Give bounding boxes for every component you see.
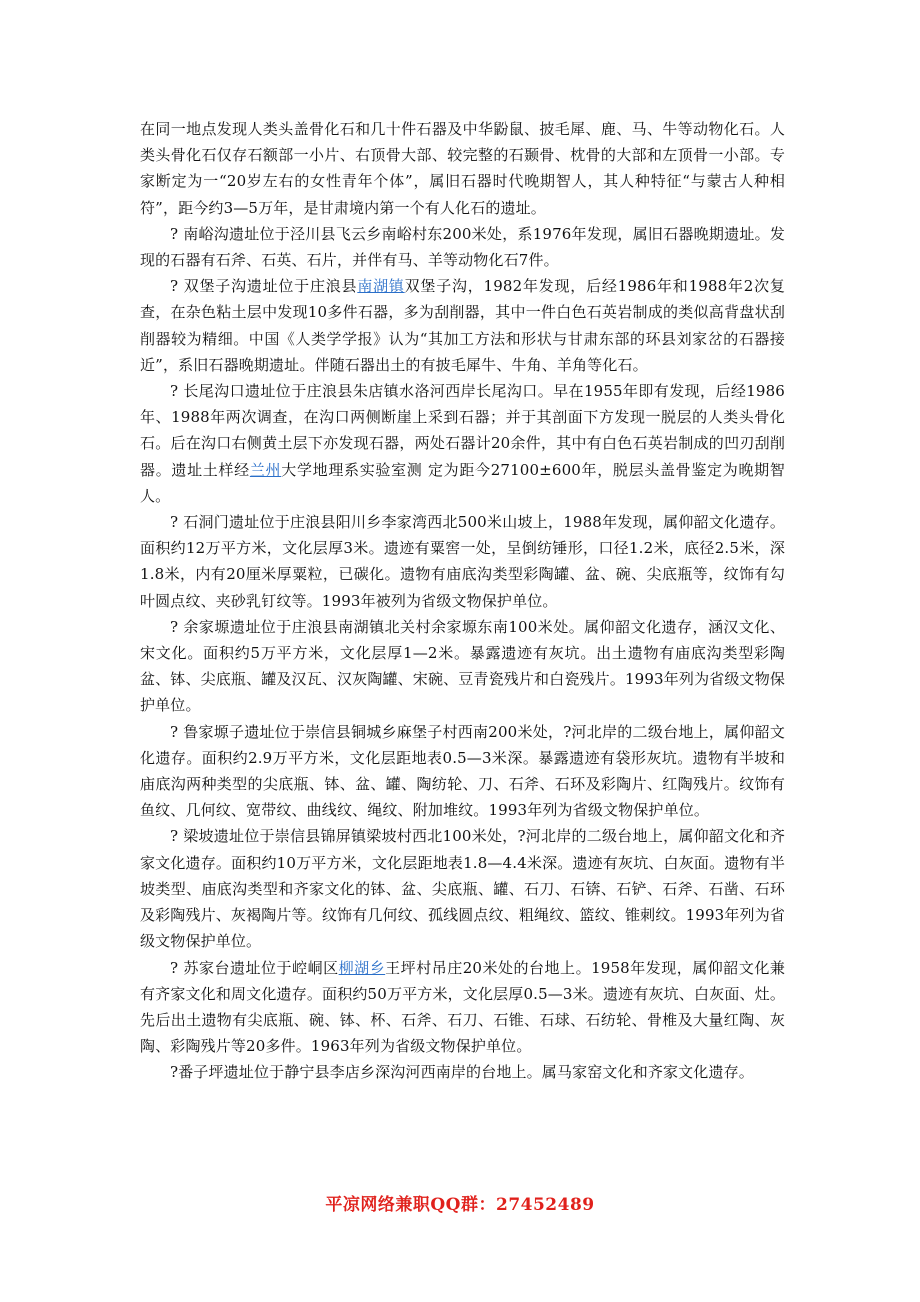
paragraph-7 — [140, 823, 785, 954]
place-link[interactable]: 南湖镇 — [357, 277, 405, 296]
paragraph-text: ? 苏家台遗址位于崆峒区 — [170, 958, 339, 977]
paragraph-text: ? 石洞门遗址位于庄浪县阳川乡李家湾西北500米山坡上，1988年发现，属仰韶文化遗存。面积约12万平方米，文化层厚3米。遗迹有粟窖一处，呈倒纺锤形，口径1.2米，底径2.5米，深1.8米，内有20厘米厚粟粒，已碳化。遗物有庙底沟类型彩陶罐、盆、碗、尖底瓶等，纹饰有勾叶圆点纹、夹砂乳钉纹等。1993年被列为省级文物保护单位。 — [140, 513, 785, 610]
footer-qq-group: 平凉网络兼职QQ群：27452489 — [325, 1195, 595, 1215]
paragraph-text: 王坪村吊庄20米处的台地上。1958年发现，属仰韶文化兼有齐家文化和周文化遗存。面积约50万平方米，文化层厚0.5—3米。遗迹有灰坑、白灰面、灶。先后出土遗物有尖底瓶、碗、钵、杯、石斧、石刀、石锥、石球、石纺轮、骨椎及大量红陶、灰陶、彩陶残片等20多件。1963年列为省级文物保护单位。 — [140, 958, 785, 1056]
paragraph-6 — [140, 719, 785, 824]
place-link[interactable]: 柳湖乡 — [338, 958, 386, 977]
paragraph-text: 双堡子沟，1982年发现，后经1986年和1988年2次复查，在杂色粘土层中发现10多件石器，多为刮削器，其中一件白色石英岩制成的类似高背盘状刮削器较为精细。中国《人类学学报》认为“其加工方法和形状与甘肃东部的环县刘家岔的石器接近”，系旧石器晚期遗址。伴随石器出土的有披毛犀牛、牛角、羊角等化石。 — [140, 277, 786, 374]
paragraph-1 — [140, 221, 785, 273]
document-body — [140, 116, 785, 1086]
paragraph-text: ? 余家塬遗址位于庄浪县南湖镇北关村余家塬东南100米处。属仰韶文化遗存，涵汉文化、宋文化。面积约5万平方米，文化层厚1—2米。暴露遗迹有灰坑。出土遗物有庙底沟类型彩陶盆、钵、尖底瓶、罐及汉瓦、汉灰陶罐、宋碗、豆青瓷残片和白瓷残片。1993年列为省级文物保护单位。 — [140, 617, 785, 715]
place-link[interactable]: 兰州 — [249, 460, 282, 479]
paragraph-text: ? 长尾沟口遗址位于庄浪县朱店镇水洛河西岸长尾沟口。早在1955年即有发现，后经1986年、1988年两次调查，在沟口两侧断崖上采到石器；并于其剖面下方发现一脱层的人类头骨化石。后在沟口右侧黄土层下亦发现石器，两处石器计20余件，其中有白色石英岩制成的凹刃刮削器。遗址土样经 — [140, 382, 785, 479]
paragraph-3 — [140, 378, 785, 509]
paragraph-text: ? 南峪沟遗址位于泾川县飞云乡南峪村东200米处，系1976年发现，属旧石器晚期遗址。发现的石器有石斧、石英、石片，并伴有马、羊等动物化石7件。 — [140, 224, 785, 270]
paragraph-9 — [140, 1059, 785, 1085]
paragraph-text: ? 鲁家塬子遗址位于崇信县铜城乡麻堡子村西南200米处，?河北岸的二级台地上，属仰韶文化遗存。面积约2.9万平方米，文化层距地表0.5—3米深。暴露遗迹有袋形灰坑。遗物有半坡和庙底沟两种类型的尖底瓶、钵、盆、罐、陶纺轮、刀、石斧、石环及彩陶片、红陶残片。纹饰有鱼纹、几何纹、宽带纹、曲线纹、绳纹、附加堆纹。1993年列为省级文物保护单位。 — [140, 722, 785, 820]
paragraph-8 — [140, 955, 785, 1060]
paragraph-text: ? 梁坡遗址位于崇信县锦屏镇梁坡村西北100米处，?河北岸的二级台地上，属仰韶文化和齐家文化遗存。面积约10万平方米，文化层距地表1.8—4.4米深。遗迹有灰坑、白灰面。遗物有半坡类型、庙底沟类型和齐家文化的钵、盆、尖底瓶、罐、石刀、石锛、石铲、石斧、石凿、石环及彩陶残片、灰褐陶片等。纹饰有几何纹、孤线圆点纹、粗绳纹、篮纹、锥刺纹。1993年列为省级文物保护单位。 — [140, 827, 785, 951]
paragraph-0 — [140, 116, 785, 221]
paragraph-text: ? 双堡子沟遗址位于庄浪县 — [170, 277, 358, 296]
paragraph-4 — [140, 509, 785, 614]
paragraph-text: 在同一地点发现人类头盖骨化石和几十件石器及中华鼢鼠、披毛犀、鹿、马、牛等动物化石。人类头骨化石仅存石额部一小片、右顶骨大部、较完整的石颞骨、枕骨的大部和左顶骨一小部。专家断定为一“20岁左右的女性青年个体”，属旧石器时代晚期智人，其人种特征“与蒙古人种相符”，距今约3—5万年，是甘肃境内第一个有人化石的遗址。 — [140, 120, 785, 217]
paragraph-5 — [140, 614, 785, 719]
paragraph-2 — [140, 273, 785, 378]
paragraph-text: 大学地理系实验室测 定为距今27100±600年，脱层头盖骨鉴定为晚期智人。 — [140, 460, 785, 505]
paragraph-text: ?番子坪遗址位于静宁县李店乡深沟河西南岸的台地上。属马家窑文化和齐家文化遗存。 — [170, 1063, 754, 1082]
